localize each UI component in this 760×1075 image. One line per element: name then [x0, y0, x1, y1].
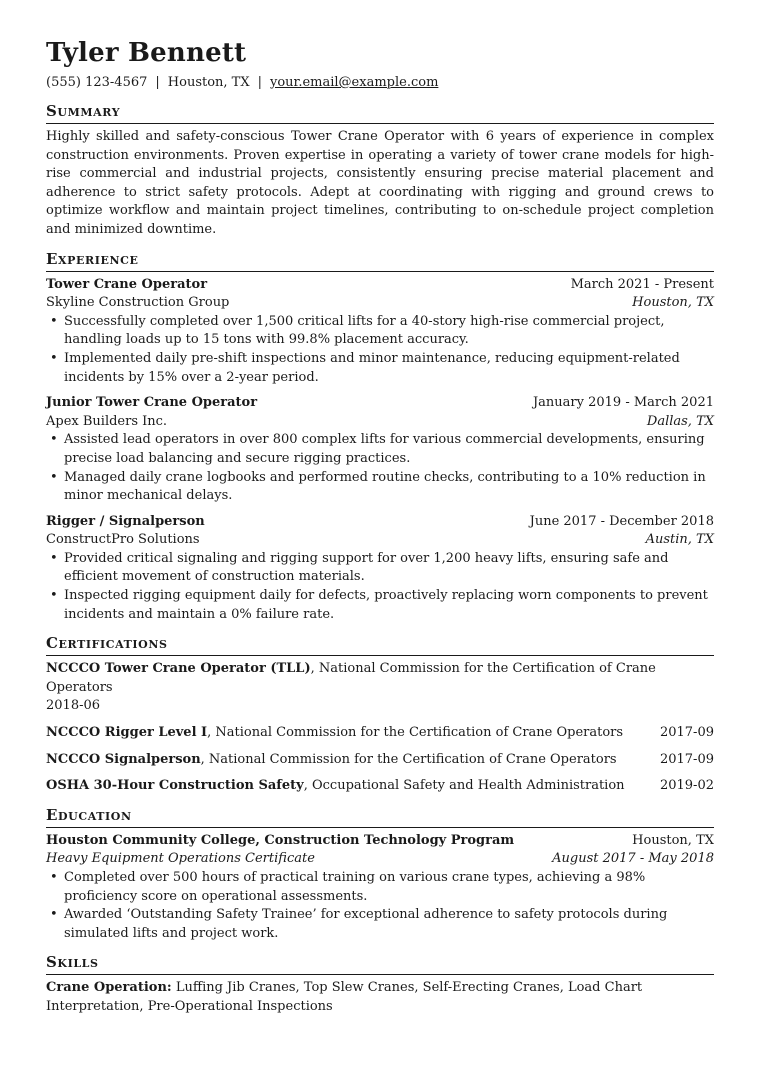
job-dates: January 2019 - March 2021: [532, 395, 714, 411]
section-title-skills: Skills: [46, 953, 714, 975]
job-entry: [46, 394, 714, 506]
cert-issuer: , Occupational Safety and Health Administration: [303, 778, 625, 794]
bullet-item: • Managed daily crane logbooks and performed routine checks, contributing to a 10% reduction in minor mechanical delays.: [46, 469, 714, 506]
job-bullets: [46, 313, 714, 387]
cert-date: 2018-06: [46, 698, 101, 714]
section-title-summary: Summary: [46, 102, 714, 124]
school-location: Houston, TX: [632, 832, 714, 848]
phone-number: (555) 123-4567: [46, 75, 148, 90]
cert-name: NCCCO Signalperson: [46, 751, 201, 767]
job-role: Rigger / Signalperson: [46, 513, 205, 529]
location: Houston, TX: [167, 75, 250, 90]
job-location: Austin, TX: [645, 532, 714, 548]
certification-item: [46, 724, 714, 743]
cert-issuer: , National Commission for the Certification of Crane Operators: [46, 661, 656, 695]
education-section: [46, 806, 714, 944]
bullet-item: • Provided critical signaling and rigging support for over 1,200 heavy lifts, ensuring safe and efficient movement of construction materials.: [46, 550, 714, 587]
education-dates: August 2017 - May 2018: [552, 851, 714, 867]
job-entry: [46, 513, 714, 625]
credential: Heavy Equipment Operations Certificate: [46, 851, 315, 867]
section-title-certifications: Certifications: [46, 634, 714, 656]
cert-date: 2017-09: [659, 751, 714, 767]
experience-section: [46, 250, 714, 625]
skills-line: [46, 979, 714, 1016]
resume-header: [46, 38, 714, 92]
bullet-item: • Awarded ‘Outstanding Safety Trainee’ for exceptional adherence to safety protocols during simulated lifts and project work.: [46, 906, 714, 943]
cert-issuer: , National Commission for the Certification of Crane Operators: [207, 725, 624, 741]
summary-section: [46, 102, 714, 240]
job-role: Tower Crane Operator: [46, 276, 208, 292]
education-bullets: [46, 869, 714, 943]
contact-separator: |: [257, 75, 262, 90]
skills-label: Crane Operation:: [46, 980, 172, 996]
job-company: Skyline Construction Group: [46, 295, 230, 311]
cert-name: NCCCO Tower Crane Operator (TLL): [46, 661, 311, 677]
bullet-item: • Successfully completed over 1,500 critical lifts for a 40-story high-rise commercial project, handling loads up to 15 tons with 99.8% placement accuracy.: [46, 313, 714, 350]
cert-date: 2019-02: [659, 778, 714, 794]
candidate-name: Tyler Bennett: [46, 38, 247, 68]
school-name: Houston Community College, Construction Technology Program: [46, 832, 515, 848]
section-title-education: Education: [46, 806, 714, 828]
job-dates: June 2017 - December 2018: [529, 513, 714, 529]
email-link[interactable]: your.email@example.com: [270, 75, 439, 90]
contact-separator: |: [155, 75, 160, 90]
section-title-experience: Experience: [46, 250, 714, 272]
certification-item: [46, 777, 714, 796]
cert-name: NCCCO Rigger Level I: [46, 725, 208, 741]
job-location: Dallas, TX: [646, 413, 714, 429]
bullet-item: • Inspected rigging equipment daily for defects, proactively replacing worn components to prevent incidents and maintain a 0% failure rate.: [46, 587, 714, 624]
job-role: Junior Tower Crane Operator: [46, 395, 258, 411]
bullet-item: • Assisted lead operators in over 800 complex lifts for various commercial developments, ensuring precise load balancing and secure rigging practices.: [46, 431, 714, 468]
certification-item: [46, 660, 714, 716]
certifications-section: [46, 634, 714, 796]
job-bullets: [46, 550, 714, 624]
job-company: Apex Builders Inc.: [46, 413, 168, 429]
skills-text: Luffing Jib Cranes, Top Slew Cranes, Self-Erecting Cranes, Load Chart Interpretation, Pre-Operational Inspections: [46, 980, 643, 1014]
summary-text: Highly skilled and safety-conscious Tower Crane Operator with 6 years of experience in complex construction environments. Proven expertise in operating a variety of tower crane models for high-rise commercial and industrial projects, consistently ensuring precise material placement and adherence to strict safety protocols. Adept at coordinating with rigging and ground crews to optimize workflow and maintain project timelines, contributing to on-schedule project completion and minimized downtime.: [46, 129, 714, 237]
bullet-item: • Implemented daily pre-shift inspections and minor maintenance, reducing equipment-related incidents by 15% over a 2-year period.: [46, 350, 714, 387]
certification-item: [46, 751, 714, 770]
job-dates: March 2021 - Present: [570, 276, 714, 292]
bullet-item: • Completed over 500 hours of practical training on various crane types, achieving a 98% proficiency score on operational assessments.: [46, 869, 714, 906]
cert-name: OSHA 30-Hour Construction Safety: [46, 778, 304, 794]
skills-section: [46, 953, 714, 1016]
job-bullets: [46, 431, 714, 505]
cert-date: 2017-09: [659, 725, 714, 741]
job-entry: [46, 276, 714, 388]
contact-line: [46, 74, 714, 92]
job-location: Houston, TX: [632, 295, 714, 311]
cert-issuer: , National Commission for the Certification of Crane Operators: [200, 751, 617, 767]
job-company: ConstructPro Solutions: [46, 532, 200, 548]
